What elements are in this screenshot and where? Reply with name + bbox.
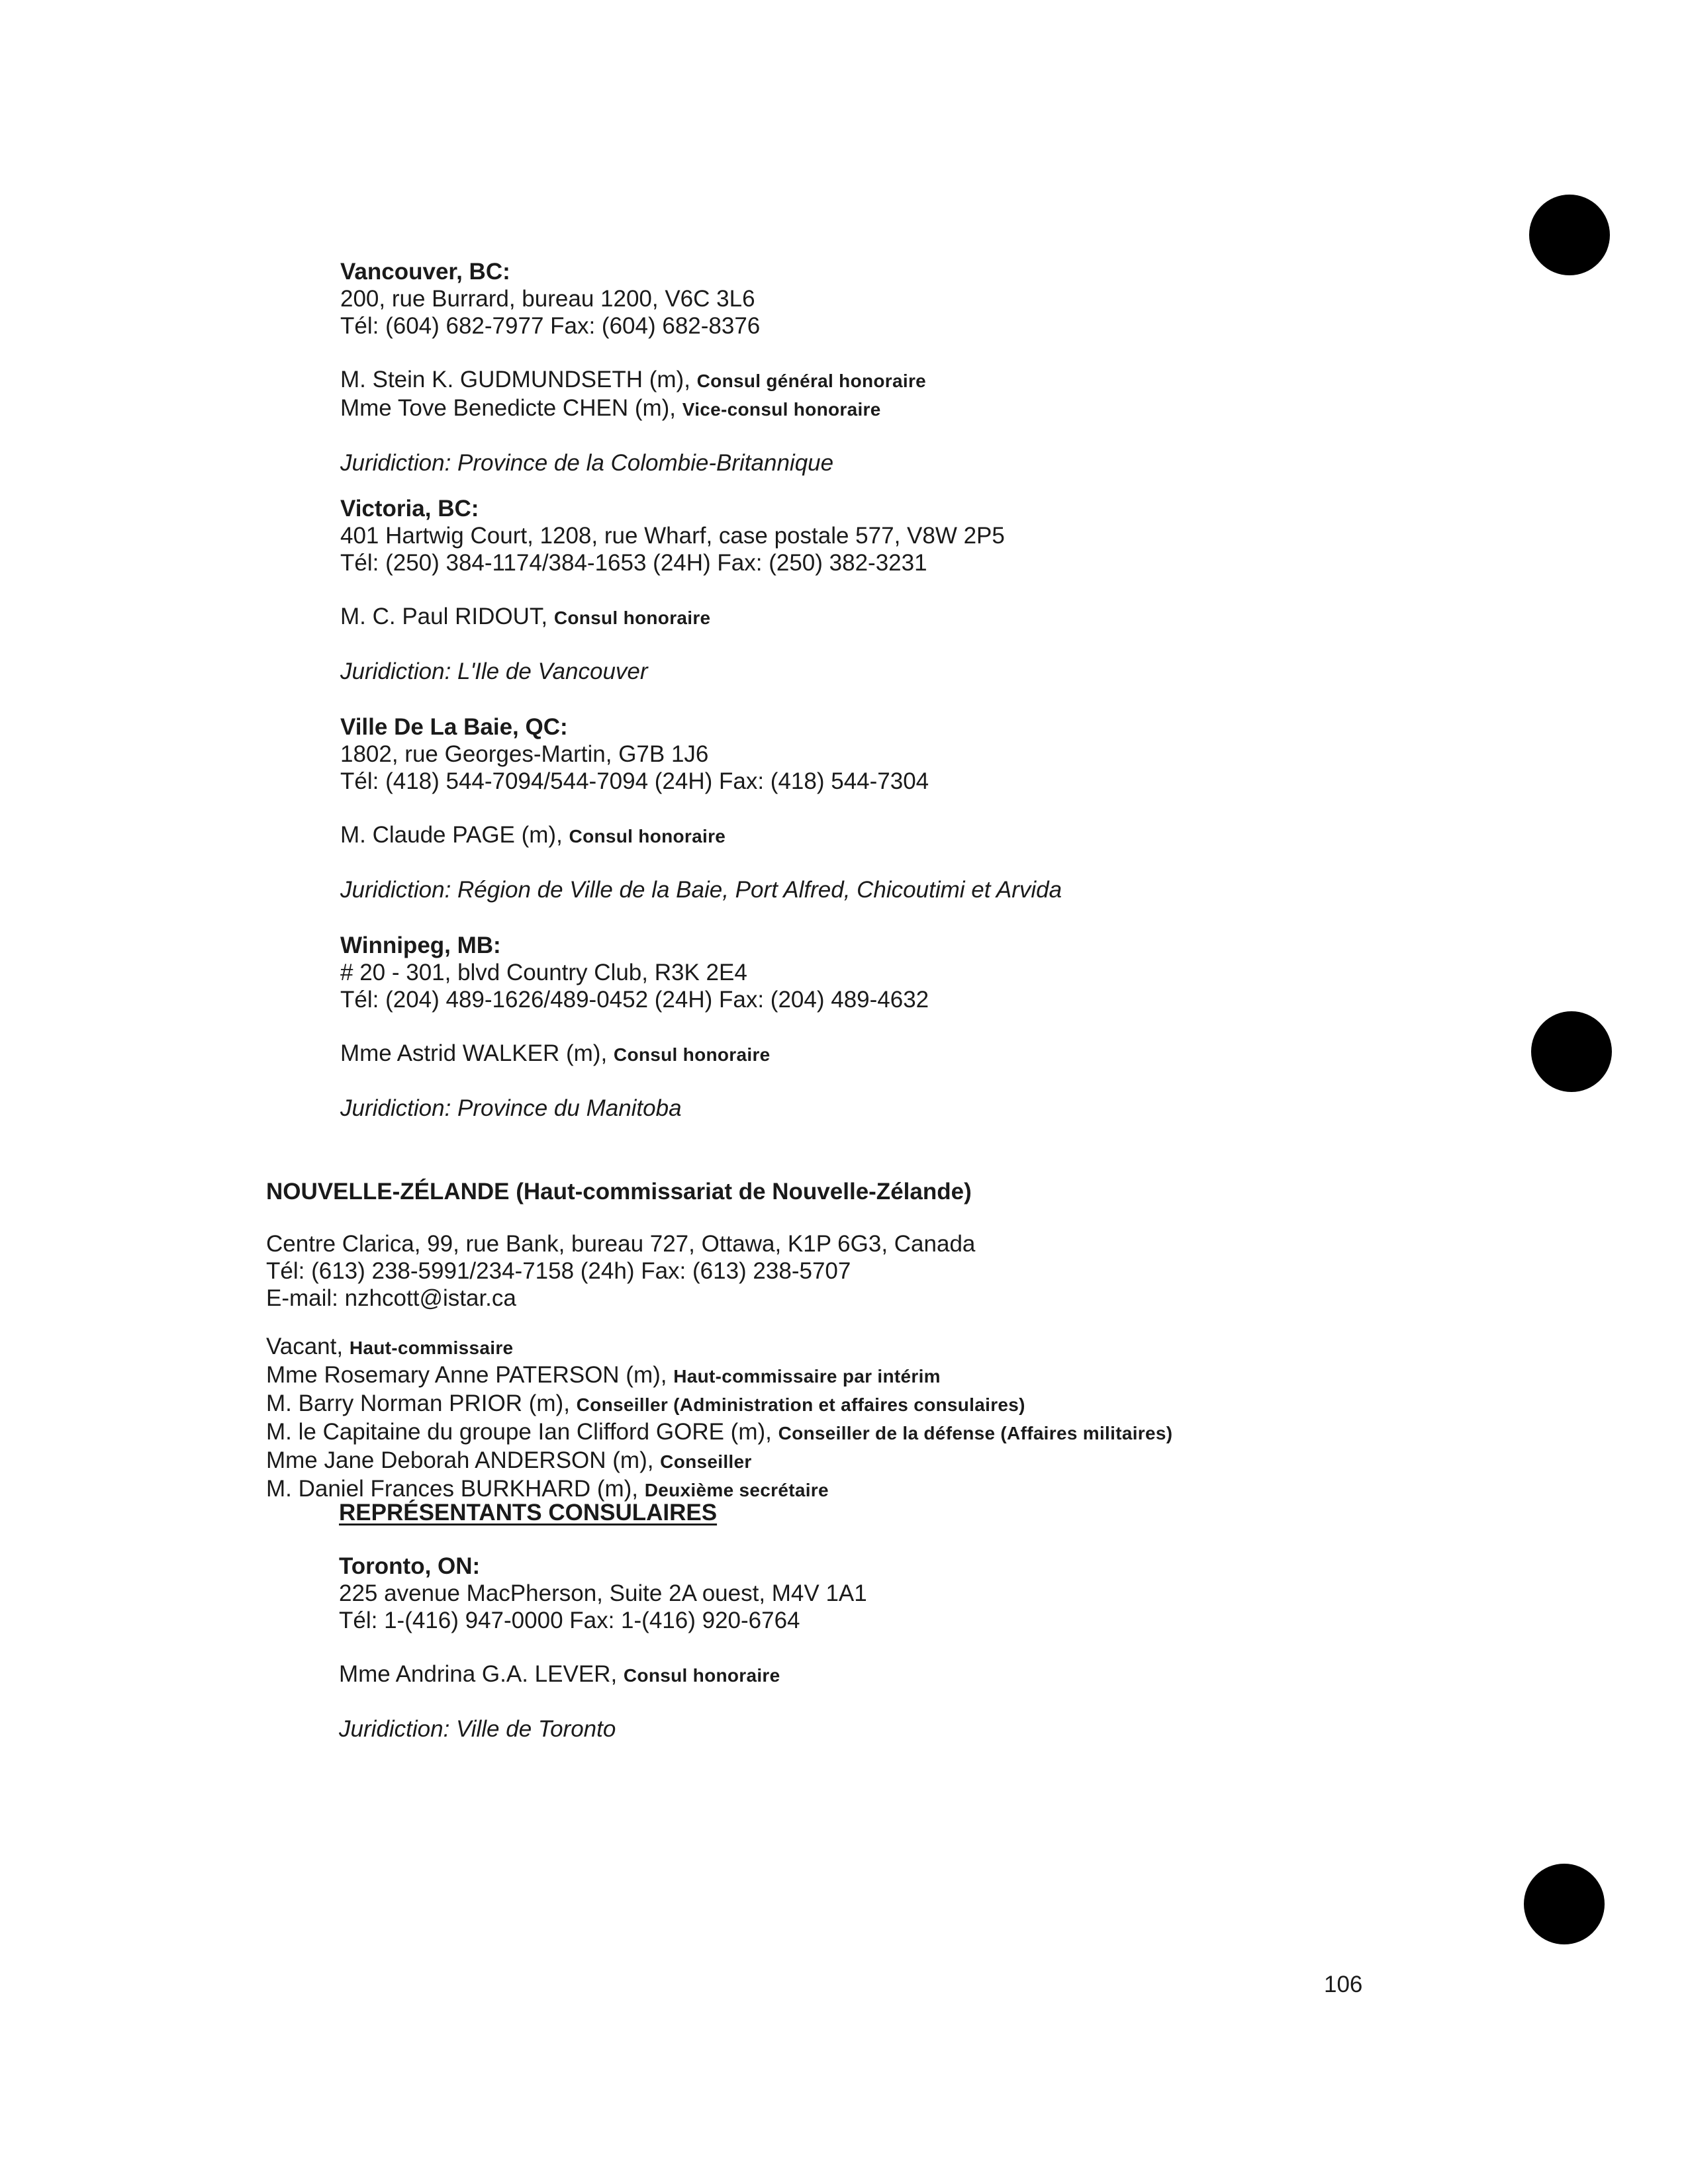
city-address: # 20 - 301, blvd Country Club, R3K 2E4 <box>340 960 747 985</box>
staff-title: Haut-commissaire <box>349 1338 514 1358</box>
person-line <box>340 394 1688 423</box>
city-address: 225 avenue MacPherson, Suite 2A ouest, M4V 1A1 <box>339 1580 867 1606</box>
person-line <box>340 1040 1688 1068</box>
person-line <box>340 821 1688 850</box>
city-phone: Tél: (604) 682-7977 Fax: (604) 682-8376 <box>340 313 761 339</box>
city-phone: Tél: (204) 489-1626/489-0452 (24H) Fax: (204) 489-4632 <box>340 987 929 1013</box>
city-address: 401 Hartwig Court, 1208, rue Wharf, case postale 577, V8W 2P5 <box>340 523 1005 549</box>
page-number: 106 <box>1324 1972 1363 1997</box>
city-phone: Tél: (250) 384-1174/384-1653 (24H) Fax: (250) 382-3231 <box>340 550 927 576</box>
country-email: E-mail: nzhcott@istar.ca <box>266 1285 516 1311</box>
person-line <box>340 366 1688 394</box>
city-entry-winnipeg <box>340 932 1688 1122</box>
person-name: M. Stein K. GUDMUNDSETH (m), <box>340 367 697 392</box>
person-title: Consul honoraire <box>569 826 726 846</box>
person-title: Consul général honoraire <box>696 371 927 391</box>
staff-name: Vacant, <box>266 1334 350 1359</box>
jurisdiction: Juridiction: L'Ile de Vancouver <box>340 659 648 684</box>
staff-name: M. Daniel Frances BURKHARD (m), <box>266 1476 645 1502</box>
person-line <box>340 603 1688 631</box>
staff-title: Haut-commissaire par intérim <box>673 1366 941 1387</box>
jurisdiction: Juridiction: Région de Ville de la Baie, Port Alfred, Chicoutimi et Arvida <box>340 877 1062 903</box>
city-heading: Winnipeg, MB: <box>340 933 501 958</box>
person-title: Consul honoraire <box>613 1044 771 1065</box>
jurisdiction: Juridiction: Province du Manitoba <box>340 1095 682 1121</box>
country-entry <box>266 1178 1688 1504</box>
staff-name: Mme Rosemary Anne PATERSON (m), <box>266 1362 674 1388</box>
person-name: Mme Astrid WALKER (m), <box>340 1040 614 1066</box>
staff-line <box>266 1418 1688 1447</box>
staff-name: Mme Jane Deborah ANDERSON (m), <box>266 1447 661 1473</box>
city-entry-victoria <box>340 495 1688 685</box>
city-heading: Toronto, ON: <box>339 1553 481 1579</box>
punch-hole <box>1524 1864 1605 1944</box>
jurisdiction: Juridiction: Province de la Colombie-Britannique <box>340 450 834 476</box>
person-name: Mme Andrina G.A. LEVER, <box>339 1661 624 1687</box>
staff-line <box>266 1361 1688 1390</box>
staff-title: Conseiller (Administration et affaires consulaires) <box>576 1394 1025 1415</box>
city-heading: Vancouver, BC: <box>340 259 510 285</box>
staff-line <box>266 1333 1688 1361</box>
person-title: Vice-consul honoraire <box>682 399 881 420</box>
person-line <box>339 1661 1688 1689</box>
staff-title: Conseiller <box>660 1451 752 1472</box>
city-entry-vancouver <box>340 258 1688 477</box>
person-name: M. Claude PAGE (m), <box>340 822 569 848</box>
person-title: Consul honoraire <box>553 608 711 628</box>
staff-title: Deuxième secrétaire <box>644 1480 829 1500</box>
staff-title: Conseiller de la défense (Affaires militaires) <box>778 1423 1173 1443</box>
city-entry-ville-de-la-baie <box>340 713 1688 903</box>
city-heading: Ville De La Baie, QC: <box>340 714 568 740</box>
staff-name: M. le Capitaine du groupe Ian Clifford GORE (m), <box>266 1419 778 1445</box>
country-heading: NOUVELLE-ZÉLANDE (Haut-commissariat de Nouvelle-Zélande) <box>266 1179 972 1205</box>
city-phone: Tél: 1-(416) 947-0000 Fax: 1-(416) 920-6764 <box>339 1608 800 1633</box>
country-phone: Tél: (613) 238-5991/234-7158 (24h) Fax: (613) 238-5707 <box>266 1258 851 1284</box>
section-heading: REPRÉSENTANTS CONSULAIRES <box>339 1500 718 1525</box>
consular-section <box>339 1499 1688 1743</box>
country-address: Centre Clarica, 99, rue Bank, bureau 727, Ottawa, K1P 6G3, Canada <box>266 1231 976 1257</box>
city-address: 1802, rue Georges-Martin, G7B 1J6 <box>340 741 709 767</box>
city-phone: Tél: (418) 544-7094/544-7094 (24H) Fax: (418) 544-7304 <box>340 768 929 794</box>
staff-line <box>266 1390 1688 1418</box>
person-name: Mme Tove Benedicte CHEN (m), <box>340 395 682 421</box>
jurisdiction: Juridiction: Ville de Toronto <box>339 1716 616 1742</box>
city-address: 200, rue Burrard, bureau 1200, V6C 3L6 <box>340 286 755 312</box>
person-title: Consul honoraire <box>623 1665 780 1686</box>
person-name: M. C. Paul RIDOUT, <box>340 604 554 629</box>
city-heading: Victoria, BC: <box>340 496 479 522</box>
staff-line <box>266 1447 1688 1475</box>
staff-name: M. Barry Norman PRIOR (m), <box>266 1390 577 1416</box>
